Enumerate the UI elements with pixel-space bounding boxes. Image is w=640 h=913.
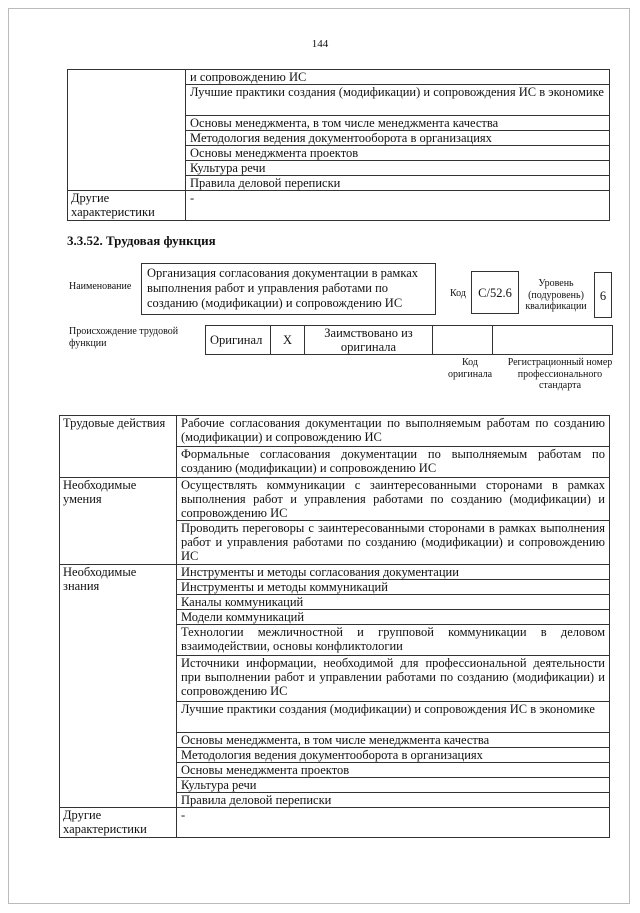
knowledge-item: Основы менеджмента, в том числе менеджмента качества	[177, 733, 610, 748]
actions-label: Трудовые действия	[60, 416, 177, 478]
knowledge-item: Каналы коммуникаций	[177, 595, 610, 610]
list-item: Основы менеджмента, в том числе менеджмента качества	[186, 116, 610, 131]
origin-label: Происхождение трудовой функции	[69, 326, 179, 349]
level-label: Уровень (подуровень) квалификации	[525, 278, 587, 312]
main-table	[59, 415, 610, 838]
borrowed-label: Заимствовано из оригинала	[305, 326, 433, 355]
knowledge-item: Технологии межличностной и групповой коммуникации в деловом взаимодействии, основы конфликтологии	[177, 625, 610, 656]
list-item: Методология ведения документооборота в организациях	[186, 131, 610, 146]
action-item: Рабочие согласования документации по выполняемым работам по созданию (модификации) и сопровождению ИС	[177, 416, 610, 447]
name-label: Наименование	[69, 281, 132, 292]
code-caption: Код оригинала	[447, 357, 493, 380]
registration-number-cell	[493, 326, 613, 355]
knowledge-item: Культура речи	[177, 778, 610, 793]
knowledge-item: Инструменты и методы коммуникаций	[177, 580, 610, 595]
code-value: C/52.6	[478, 286, 512, 300]
list-item: Лучшие практики создания (модификации) и сопровождения ИС в экономике	[186, 85, 610, 116]
knowledge-item: Модели коммуникаций	[177, 610, 610, 625]
page-number: 144	[311, 38, 329, 50]
knowledge-label: Необходимые знания	[60, 565, 177, 808]
list-item: Основы менеджмента проектов	[186, 146, 610, 161]
knowledge-item: Правила деловой переписки	[177, 793, 610, 808]
code-box	[471, 271, 519, 314]
section-title: 3.3.52. Трудовая функция	[67, 233, 216, 248]
knowledge-item: Методология ведения документооборота в организациях	[177, 748, 610, 763]
origin-table	[205, 325, 613, 355]
skill-item: Проводить переговоры с заинтересованными сторонами в рамках выполнения работ и управления работами по созданию (модификации) и сопровождению ИС	[177, 521, 610, 565]
knowledge-item: Инструменты и методы согласования документации	[177, 565, 610, 580]
list-item: Культура речи	[186, 161, 610, 176]
top-table-empty-label	[68, 70, 186, 191]
skills-label: Необходимые умения	[60, 478, 177, 565]
original-code-cell	[433, 326, 493, 355]
other-characteristics-label: Другие характеристики	[68, 191, 186, 221]
name-value: Организация согласования документации в рамках выполнения работ и управления работами по созданию (модификации) и сопровождению ИС	[147, 266, 418, 310]
other-characteristics-value: -	[177, 808, 610, 838]
skill-item: Осуществлять коммуникации с заинтересованными сторонами в рамках выполнения работ и управления работами по созданию (модификации) и сопровождению ИС	[177, 478, 610, 521]
level-value: 6	[599, 289, 607, 303]
name-box	[141, 263, 436, 315]
original-label: Оригинал	[206, 326, 271, 355]
action-item: Формальные согласования документации по выполняемым работам по созданию (модификации) и сопровождению ИС	[177, 447, 610, 478]
knowledge-item: Основы менеджмента проектов	[177, 763, 610, 778]
top-table	[67, 69, 610, 221]
other-characteristics-label: Другие характеристики	[60, 808, 177, 838]
knowledge-item: Лучшие практики создания (модификации) и сопровождения ИС в экономике	[177, 702, 610, 733]
knowledge-item: Источники информации, необходимой для профессиональной деятельности при выполнении работ и управлении работами по созданию (модификации) и сопровождению ИС	[177, 656, 610, 702]
list-item: и сопровождению ИС	[186, 70, 610, 85]
list-item: Правила деловой переписки	[186, 176, 610, 191]
original-mark: X	[271, 326, 305, 355]
registration-caption: Регистрационный номер профессионального стандарта	[507, 357, 613, 391]
other-characteristics-value: -	[186, 191, 610, 221]
code-label: Код	[450, 288, 466, 299]
level-box	[594, 272, 612, 318]
